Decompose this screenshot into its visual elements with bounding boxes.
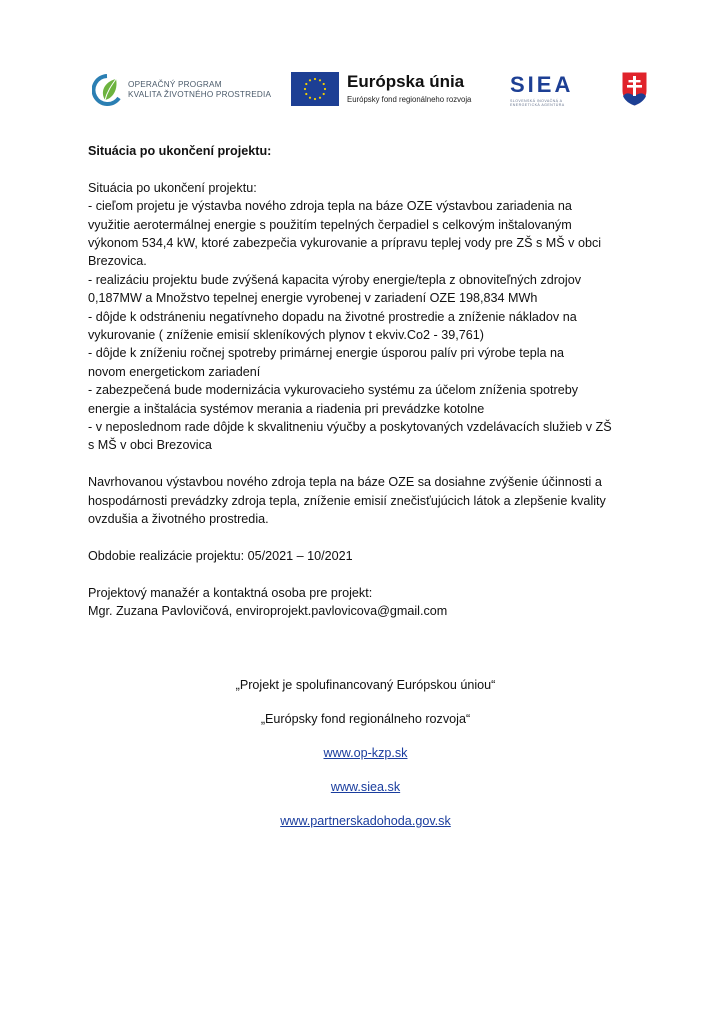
text-line: s MŠ v obci Brezovica — [88, 438, 212, 453]
text-line: - zabezpečená bude modernizácia vykurovacieho systému za účelom zníženia spotreby — [88, 383, 579, 398]
document-body — [88, 142, 643, 621]
text-line: - v neposlednom rade dôjde k skvalitneniu výučby a poskytovaných vzdelávacích služieb v ZŠ — [88, 420, 612, 435]
leaf-circle-icon — [92, 74, 122, 106]
text-line: 0,187MW a Množstvo tepelnej energie vyrobenej v zariadení OZE 198,834 MWh — [88, 291, 538, 306]
paragraph-line: Navrhovanou výstavbou nového zdroja tepla na báze OZE sa dosiahne zvýšenie účinnosti a — [88, 475, 602, 490]
link-siea[interactable]: www.siea.sk — [330, 780, 401, 794]
text-line: novom energetickom zariadení — [88, 364, 261, 379]
logo-bar — [88, 68, 648, 112]
eu-flag-icon — [291, 72, 339, 106]
contact-value: Mgr. Zuzana Pavlovičová, enviroprojekt.pavlovicova@gmail.com — [88, 604, 448, 619]
cofinanced-statement: „Projekt je spolufinancovaný Európskou úniou“ — [235, 678, 496, 692]
siea-wordmark: SIEA — [510, 72, 574, 97]
fund-statement: „Európsky fond regionálneho rozvoja“ — [260, 712, 471, 726]
text-line: - cieľom projetu je výstavba nového zdroja tepla na báze OZE výstavbou zariadenia na — [88, 199, 572, 214]
op-kzp-logo — [92, 74, 282, 106]
footer — [88, 676, 643, 846]
op-kzp-line1: OPERAČNÝ PROGRAM — [128, 80, 222, 89]
siea-subtitle: SLOVENSKÁ INOVAČNÁ A ENERGETICKÁ AGENTÚRA — [510, 99, 565, 108]
intro-line: Situácia po ukončení projektu: — [88, 180, 257, 195]
siea-logo — [510, 72, 590, 108]
text-line: vykurovanie ( zníženie emisií skleníkových plynov t ekviv.Co2 - 39,761) — [88, 328, 484, 343]
text-line: - realizáciu projektu bude zvýšená kapacita výroby energie/tepla z obnoviteľných zdrojov — [88, 272, 582, 287]
eu-logo — [291, 72, 491, 108]
text-line: energie a inštalácia systémov merania a riadenia pri prevádzke kotolne — [88, 401, 485, 416]
text-line: Brezovica. — [88, 254, 147, 269]
paragraph-line: hospodárnosti prevádzky zdroja tepla, zníženie emisií znečisťujúcich látok a zlepšenie kvality — [88, 493, 606, 508]
text-line: - dôjde k odstráneniu negatívneho dopadu na životné prostredie a zníženie nákladov na — [88, 309, 577, 324]
eu-title: Európska únia — [347, 72, 465, 91]
paragraph-line: ovzdušia a životného prostredia. — [88, 512, 269, 527]
project-period: Obdobie realizácie projektu: 05/2021 – 10/2021 — [88, 548, 353, 563]
link-partnerskadohoda[interactable]: www.partnerskadohoda.gov.sk — [280, 814, 451, 828]
text-line: - dôjde k zníženiu ročnej spotreby primárnej energie úsporou palív pri výrobe tepla na — [88, 346, 565, 361]
link-op-kzp[interactable]: www.op-kzp.sk — [323, 746, 408, 760]
eu-subtitle: Európsky fond regionálneho rozvoja — [347, 95, 472, 104]
slovak-coat-of-arms-icon — [621, 71, 648, 107]
section-heading: Situácia po ukončení projektu: — [88, 144, 272, 158]
contact-label: Projektový manažér a kontaktná osoba pre projekt: — [88, 585, 373, 600]
op-kzp-line2: KVALITA ŽIVOTNÉHO PROSTREDIA — [128, 90, 272, 99]
text-line: využitie aerotermálnej energie s použitím tepelných čerpadiel s celkovým inštalovaným — [88, 217, 572, 232]
text-line: výkonom 534,4 kW, ktoré zabezpečia vykurovanie a prípravu teplej vody pre ZŠ s MŠ v obci — [88, 236, 602, 251]
